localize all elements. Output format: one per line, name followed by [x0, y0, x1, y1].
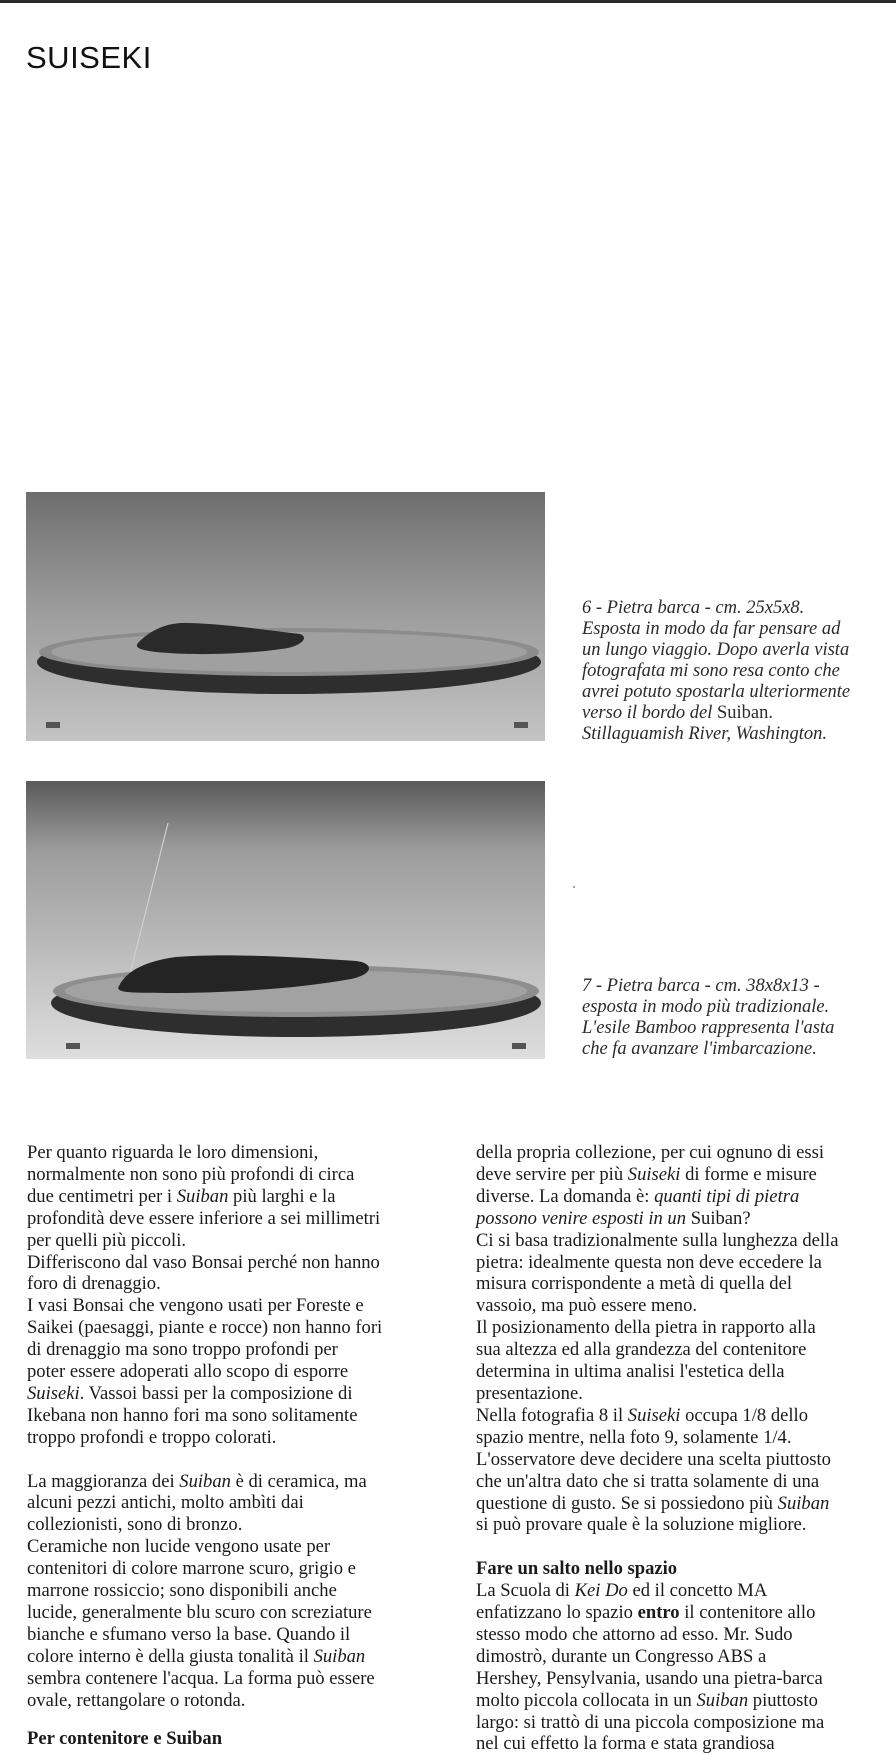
term: Suiseki — [27, 1382, 80, 1404]
caption-line: 6 - Pietra barca - cm. 25x5x8. — [582, 598, 805, 618]
caption-line: che fa avanzare l'imbarcazione. — [582, 1039, 817, 1059]
text-line: nel cui effetto la forma e stata grandiosa — [476, 1733, 775, 1755]
paragraph — [476, 1142, 894, 1230]
caption-line: esposta in modo più tradizionale. — [582, 997, 830, 1017]
photo-boat-stone-6 — [26, 492, 545, 741]
caption-photo-6 — [582, 598, 882, 745]
text-line: della propria collezione, per cui ognuno di essi — [476, 1142, 825, 1163]
text-line: I vasi Bonsai che vengono usati per Foreste e — [27, 1295, 364, 1317]
text-line: Per quanto riguarda le loro dimensioni, — [27, 1142, 319, 1163]
text-line: normalmente non sono più profondi di circa — [27, 1163, 355, 1185]
caption-line: L'esile Bamboo rappresenta l'asta — [582, 1018, 835, 1038]
text-line: L'osservatore deve decidere una scelta piuttosto — [476, 1448, 831, 1470]
caption-line: un lungo viaggio. Dopo averla vista — [582, 640, 850, 660]
caption-line: fotografata mi sono resa conto che — [582, 661, 840, 681]
text-line: pietra: idealmente questa non deve eccedere la — [476, 1251, 822, 1273]
photo-boat-stone-7 — [26, 781, 545, 1059]
term: Suiban? — [690, 1207, 751, 1229]
text-line: poter essere adoperati allo scopo di esporre — [27, 1361, 349, 1383]
paragraph — [27, 1252, 452, 1296]
text-line: foro di drenaggio. — [27, 1273, 161, 1295]
caption-line: 7 - Pietra barca - cm. 38x8x13 - — [582, 976, 820, 996]
paragraph — [27, 1471, 452, 1537]
right-column — [476, 1142, 894, 1755]
paragraph — [476, 1405, 894, 1536]
text-line: . Vassoi bassi per la composizione di — [79, 1382, 353, 1404]
text-line: determina in ultima analisi l'estetica della — [476, 1361, 785, 1383]
paragraph — [476, 1580, 894, 1755]
caption-photo-7 — [582, 976, 882, 1060]
text-line: due centimetri per i — [27, 1185, 177, 1207]
text-line: misura corrispondente a metà di quella del — [476, 1273, 792, 1295]
paragraph — [476, 1230, 894, 1318]
term: Suiban — [777, 1492, 830, 1514]
caption-text: verso il bordo del — [582, 703, 717, 723]
term: Suiseki — [627, 1163, 681, 1185]
text-line: si può provare quale è la soluzione migliore. — [476, 1514, 807, 1536]
text-line: è di ceramica, ma — [230, 1470, 367, 1492]
paragraph — [27, 1142, 452, 1252]
text-line: Nella fotografia 8 il — [476, 1404, 628, 1426]
caption-line: avrei potuto spostarla ulteriormente — [582, 682, 851, 702]
text-line: Ikebana non hanno fori ma sono solitamente — [27, 1404, 358, 1426]
term: Suiseki — [627, 1404, 681, 1426]
text-line: bianche e sfumano verso la base. Quando il — [27, 1623, 351, 1645]
text-line: di drenaggio ma sono troppo profondi per — [27, 1339, 338, 1361]
left-column — [27, 1142, 452, 1712]
paragraph — [27, 1295, 452, 1448]
text-line: lucide, generalmente blu scuro con screziature — [27, 1602, 372, 1624]
text-line: sua altezza ed alla grandezza del contenitore — [476, 1339, 807, 1361]
paragraph — [27, 1536, 452, 1711]
text-line: presentazione. — [476, 1382, 583, 1404]
section-heading-cut: Per contenitore e Suiban — [27, 1728, 223, 1749]
caption-line: Esposta in modo da far pensare ad — [582, 619, 841, 639]
text-line: diverse. La domanda è: — [476, 1185, 655, 1207]
text-line: profondità deve essere inferiore a sei millimetri — [27, 1207, 381, 1229]
top-rule — [0, 0, 896, 3]
text-line: deve servire per più — [476, 1163, 628, 1185]
text-line: ed il concetto MA — [627, 1580, 768, 1602]
print-speck — [573, 886, 575, 888]
caption-line — [582, 703, 882, 724]
page-title: SUISEKI — [26, 40, 152, 75]
text-line: dimostrò, durante un Congresso ABS a — [476, 1645, 767, 1667]
emphasis: entro — [637, 1602, 680, 1624]
text-line: spazio mentre, nella foto 9, solamente 1/4. — [476, 1426, 792, 1448]
text-line: per quelli più piccoli. — [27, 1229, 187, 1251]
text-line: molto piccola collocata in un — [476, 1689, 697, 1711]
text-line: Ci si basa tradizionalmente sulla lunghezza della — [476, 1229, 839, 1251]
text-line: Saikei (paesaggi, piante e rocce) non hanno fori — [27, 1317, 383, 1339]
caption-line: Stillaguamish River, Washington. — [582, 724, 827, 744]
text-line: Differiscono dal vaso Bonsai perché non hanno — [27, 1251, 380, 1273]
text-line: sembra contenere l'acqua. La forma può essere — [27, 1667, 375, 1689]
text-line: che un'altra dato che si tratta solamente di una — [476, 1470, 820, 1492]
term: Kei Do — [574, 1580, 628, 1602]
text-line: troppo profondi e troppo colorati. — [27, 1426, 277, 1448]
text-line: di forme e misure — [680, 1163, 817, 1185]
term: Suiban — [176, 1185, 229, 1207]
term: Suiban — [179, 1470, 231, 1492]
text-line: più larghi e la — [228, 1185, 336, 1207]
text-line: Ceramiche non lucide vengono usate per — [27, 1536, 331, 1558]
text-line: largo: si trattò di una piccola composizione ma — [476, 1711, 825, 1733]
text-line: Hershey, Pensylvania, usando una pietra-barca — [476, 1667, 823, 1689]
term: Suiban — [313, 1645, 366, 1667]
text-line: La Scuola di — [476, 1580, 575, 1602]
text-line: Il posizionamento della pietra in rapporto alla — [476, 1317, 816, 1339]
caption-term: Suiban. — [716, 703, 773, 723]
text-line: questione di gusto. Se si possiedono più — [476, 1492, 778, 1514]
text-line: alcuni pezzi antichi, molto ambìti dai — [27, 1492, 304, 1514]
term: Suiban — [696, 1689, 749, 1711]
question: possono venire esposti in un — [476, 1207, 691, 1229]
text-line: ovale, rettangolare o rotonda. — [27, 1689, 246, 1711]
text-line: piuttosto — [748, 1689, 818, 1711]
question: quanti tipi di pietra — [654, 1185, 800, 1207]
text-line: vassoio, ma può essere meno. — [476, 1295, 698, 1317]
text-line: La maggioranza dei — [27, 1470, 180, 1492]
section-heading: Fare un salto nello spazio — [476, 1558, 678, 1580]
text-line: enfatizzano lo spazio — [476, 1602, 638, 1624]
paragraph — [476, 1317, 894, 1405]
text-line: occupa 1/8 dello — [680, 1404, 809, 1426]
text-line: contenitori di colore marrone scuro, grigio e — [27, 1558, 356, 1580]
text-line: collezionisti, sono di bronzo. — [27, 1514, 243, 1536]
text-line: stesso modo che attorno ad esso. Mr. Sudo — [476, 1623, 793, 1645]
text-line: colore interno è della giusta tonalità il — [27, 1645, 314, 1667]
text-line: il contenitore allo — [679, 1602, 816, 1624]
text-line: marrone rossiccio; sono disponibili anche — [27, 1580, 337, 1602]
